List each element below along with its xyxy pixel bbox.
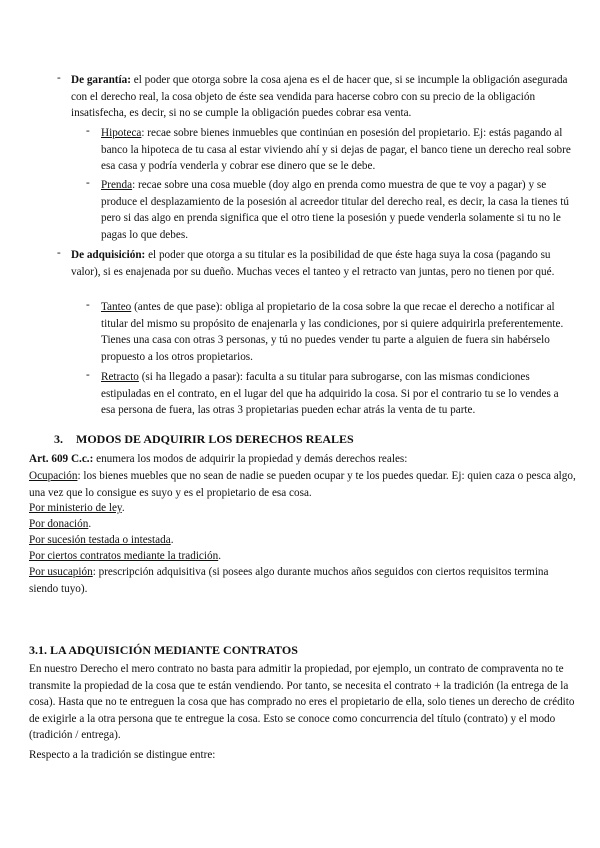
retracto-label: Retracto [101,371,139,383]
art-609-label: Art. 609 C.c.: [29,453,94,465]
art-609-text: enumera los modos de adquirir la propiedad y demás derechos reales: [93,453,408,465]
donacion-label: Por donación [29,518,89,530]
ocupacion-paragraph [29,468,577,501]
garantia-text: el poder que otorga sobre la cosa ajena es el de hacer que, si se incumple la obligación asegurada con el derecho real, la cosa objeto de éste sea vendida para hacerse cobro con su precio de la obligación insatisfecha, es decir, si no se cumple la obligación puedes cobrar esa venta. [71,74,568,119]
garantia-paragraph [71,72,573,122]
prenda-text: : recae sobre una cosa mueble (doy algo en prenda como muestra de que te voy a pagar) y se produce el desplazamiento de la posesión al acreedor titular del derecho real, es decir, la casa la tienes tú pero si das algo en prenda significa que el otro tiene la posesión y puede venderla solamente si tu no le pagas lo que debes. [101,179,569,241]
contratos-line [29,548,221,565]
sucesion-line [29,532,173,549]
adquisicion-label: De adquisición: [71,249,146,261]
respecto-line: Respecto a la tradición se distingue entre: [29,749,216,761]
section-3-number: 3. [54,432,63,446]
ocupacion-text: : los bienes muebles que no sean de nadie se pueden ocupar y te los puedes quedar. Ej: quien caza o pesca algo, una vez que lo consigue es suyo y es el propietario de esa cosa. [29,470,576,499]
garantia-label: De garantía: [71,74,131,86]
usucapion-label: Por usucapión [29,566,93,578]
adquisicion-paragraph [71,247,573,280]
tanteo-text: (antes de que pase): obliga al propietario de la cosa sobre la que recae el derecho a notificar al titular del mismo su propósito de enajenarla y las condiciones, por si quiere adquirirla preferentemente. Tienes una casa con otras 3 personas, y tú no puedes vender tu parte a alguien de fuera sin habérselo propuesto a los otros propietarios. [101,301,564,363]
bullet-dash: - [57,247,61,259]
bullet-dash: - [86,299,90,311]
bullet-dash: - [86,125,90,137]
bullet-dash: - [57,72,61,84]
retracto-paragraph [101,369,573,419]
period: . [121,502,125,514]
usucapion-text: : prescripción adquisitiva (si posees algo durante muchos años seguidos con ciertos requisitos termina siendo tuyo). [29,566,549,595]
hipoteca-paragraph [101,125,573,175]
bullet-dash: - [86,177,90,189]
art-609-line [29,451,577,468]
usucapion-paragraph [29,564,577,597]
bullet-dash: - [86,369,90,381]
adquisicion-text: el poder que otorga a su titular es la posibilidad de que éste haga suya la cosa (pagando su valor), si es enajenada por su dueño. Muchas veces el tanteo y el retracto van juntas, pero no tienen por qué. [71,249,555,278]
section-3-heading [54,432,354,447]
ministerio-label: Por ministerio de ley [29,502,122,514]
period: . [218,550,221,562]
retracto-text: (si ha llegado a pasar): faculta a su titular para subrogarse, con las mismas condiciones estipuladas en el contrato, en el lugar del que ha adquirido la cosa. Si por el contrario tu se lo vendes a esa persona de fuera, las otras 3 propietarias pueden echar atrás la venta de tu parte. [101,371,559,416]
section-3-title: MODOS DE ADQUIRIR LOS DERECHOS REALES [76,432,354,446]
period: . [170,534,174,546]
hipoteca-label: Hipoteca [101,127,142,139]
prenda-paragraph [101,177,573,243]
prenda-label: Prenda [101,179,133,191]
tanteo-label: Tanteo [101,301,132,313]
ministerio-line [29,500,125,517]
ocupacion-label: Ocupación [29,470,78,482]
tanteo-paragraph [101,299,573,365]
hipoteca-text: : recae sobre bienes inmuebles que continúan en posesión del propietario. Ej: estás pagando al banco la hipoteca de tu casa al estar viviendo ahí y si dejas de pagar, el banco tiene un derecho real sobre esa casa y podría venderla y cobrar ese dinero que se le debe. [101,127,571,172]
contratos-label: Por ciertos contratos mediante la tradición [29,550,219,562]
section-3-1-paragraph: En nuestro Derecho el mero contrato no basta para admitir la propiedad, por ejemplo, un contrato de compraventa no te transmite la propiedad de la cosa que te están vendiendo. Por tanto, se necesita el contrato + la tradición (la entrega de la cosa). Hasta que no te entreguen la cosa que has comprado no eres el propietario de ella, solo tienes un derecho de crédito de exigirle a la otra persona que te entregue la cosa. Esto se conoce como concurrencia del título (contrato) y el modo (tradición / entrega). [29,663,575,741]
sucesion-label: Por sucesión testada o intestada [29,534,171,546]
donacion-line [29,516,91,533]
section-3-1-heading: 3.1. LA ADQUISICIÓN MEDIANTE CONTRATOS [29,643,298,657]
period: . [88,518,92,530]
